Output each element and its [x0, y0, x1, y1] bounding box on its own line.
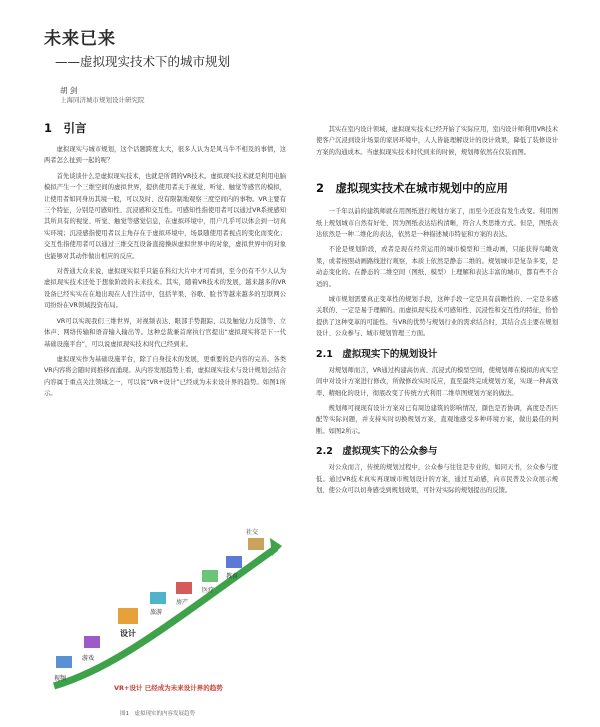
section-2-2-heading: 2.2 虚拟现实下的公众参与: [316, 446, 438, 458]
svg-text:视频: 视频: [54, 675, 67, 682]
right-intro-paragraph: 其实在室内设计领域，虚拟现实技术已经开始了实际应用，室内设计师利用VR技术使客户沉浸到设计场景的家居环境中，人人皆能理解设计的设计效果，降低了装修设计方案的沟通成本。当虚拟现实技术时代到来的时候，规划师依然在仪装而图。: [316, 126, 558, 156]
s1-paragraph: 虚拟现实与城市规划，这个话题跨度太大，很多人认为是风马牛不相及的事情，这两者怎么扯到一起的呢？: [44, 146, 286, 165]
section-2-1-heading: 2.1 虚拟现实下的规划设计: [316, 348, 438, 360]
s1-paragraph: VR可以实现我们三维世界，对视频表达、眼部手势跟踪，以及触觉/力反馈等、立体声、网络传输和语音输入输出等。这种总裁兼首席执行官提出“虚拟现实将是下一代基础设施平台”，可以说虚拟现实技术时代已经到来。: [44, 317, 286, 348]
s22-paragraph: 对公众而言，传统的规划过程中，公众参与往往是专业的，如同天书，公众参与度低。通过VR技术真实再现城市规划设计的方案，通过互动感，向市民普及公众展示规划，使公众可以切身感受到规划效果，可针对实际的规划提出的反馈。: [316, 464, 558, 494]
trend-arrow-head: [270, 538, 282, 556]
figure-1-caption: 图1 虚拟现实的内容发展趋势: [120, 711, 196, 717]
svg-text:旅游: 旅游: [150, 609, 163, 616]
s2-paragraph: 一千年以前的建筑师就在用图纸进行规划方案了，而至今还没有发生改变。利用图纸上规划城市自然有好处，因为图纸表达结构清晰，符合人类思维方式。但是，图纸表达依然是一种二维化的表达，依然是一种描述城市特征和方案的表达。: [316, 208, 558, 239]
figure-banner: VR+设计 已经成为未来设计界的趋势: [114, 684, 223, 692]
figure-1-graphic: [44, 508, 284, 698]
s1-paragraph: 对普通大众来说，虚拟现实似乎只能在科幻大片中才可看到，至今仍有不少人认为虚拟现实技术还处于想象阶段的未来技术。其实，随着VR技术的发展，越来越多的VR设备已经实实在在地出现在人们生活中，包括苹果、谷歌、脸书等越来越多的互联网公司纷纷在VR领域投资布局。: [44, 268, 286, 310]
left-column: [44, 120, 286, 404]
author-affiliation: 上海同济城市规划设计研究院: [60, 96, 145, 104]
section-2-heading: 2 虚拟现实技术在城市规划中的应用: [316, 181, 508, 196]
node-design: [118, 608, 138, 638]
s1-paragraph: 虚拟现实作为基础设施平台，除了自身技术的发展，更重要的是内容的完善。各类VR内容将会随时间推移而涌现。从内容发展趋势上看，虚拟现实技术与设计规划会结合内容属于重点关注领域之一，可以说“VR+设计”已经成为未来设计界的趋势。如图1所示。: [44, 355, 286, 398]
node-travel: [150, 592, 166, 616]
svg-text:社交: 社交: [246, 529, 259, 536]
s21-paragraph: 规划师可视现有设计方案对已有周边建筑的影响情况，颜色是否协调，高度是否匹配等实际问题，并支持实时切换规划方案，直观地感受多种环境方案，做出最佳的判断。如图2所示。: [316, 404, 558, 435]
s2-paragraph: 不论是规划阶段，或者是现在经常运用的城市模型和三维动画，只能获得鸟瞰效果，或者按照动画路线进行观察，本质上依然是静态二维的。规划城市是复杂多变，是动态变化的。在静态的二维空间（图纸、模型）上理解和表达丰富的城市，都有些不合适的。: [316, 246, 558, 288]
figure-1: [44, 508, 284, 698]
svg-text:设计: 设计: [120, 629, 136, 638]
s2-paragraph: 城市规划需要真正变革性的规划手段，这种手段一定是具有前瞻性的、一定是多感关联的、一定是易于理解的。而虚拟现实技术可感知性、沉浸性和交互性的特征，恰恰提供了这种变革的可能性。当VR的优势与规划行业的需求结合时，其结合点主要在规划设计、公众参与、城市规划管理三方面。: [316, 296, 558, 338]
right-column: [316, 124, 558, 500]
svg-text:房产: 房产: [176, 599, 189, 606]
node-house: [176, 582, 192, 606]
s1-paragraph: 首先谈谈什么是虚拟现实技术，也就是所谓的VR技术。虚拟现实技术就是利用电脑模拟产生一个三维空间的虚拟世界，提供使用者关于视觉、听觉、触觉等感官的模拟，让使用者如同身历其境一般，可以及时、没有限制地观察三度空间内的事物。VR主要有三个特征，分别是可感知性、沉浸感和交互性。可感知性指使用者可以通过VR系统感知其所具有的视觉、听觉、触觉等感觉信息，在虚拟环境中，用户几乎可以体会到一切真实环境；沉浸感指使用者以主角存在于虚拟环境中，场景随使用者视点的变化而变化；交互性指使用者可以通过三维交互设备直接操纵虚拟世界中的对象，虚拟世界中的对象也能够对其动作做出相应的反应。: [44, 172, 286, 260]
svg-text:游戏: 游戏: [82, 655, 95, 662]
trend-arrow: [54, 548, 276, 686]
svg-text:教育: 教育: [226, 573, 239, 580]
section-1-heading: 1 引言: [44, 121, 87, 135]
article-title: 未来已来: [44, 29, 116, 49]
s21-paragraph: 对规划师而言，VR通过构建高仿真、沉浸式的模型空间，使规划师在模拟的真实空间中对设计方案进行修改，所做修改实时反应，直至最终完成规划方案，实现一种高效率、精细化的设计，彻底改变了传统方式利用二维草图规划方案的做法。: [316, 366, 558, 397]
svg-text:医疗: 医疗: [202, 587, 215, 594]
node-social: [246, 528, 264, 550]
node-game: [82, 636, 100, 662]
author-name: 胡 剑: [60, 86, 78, 95]
article-subtitle: ——虚拟现实技术下的城市规划: [55, 54, 231, 69]
